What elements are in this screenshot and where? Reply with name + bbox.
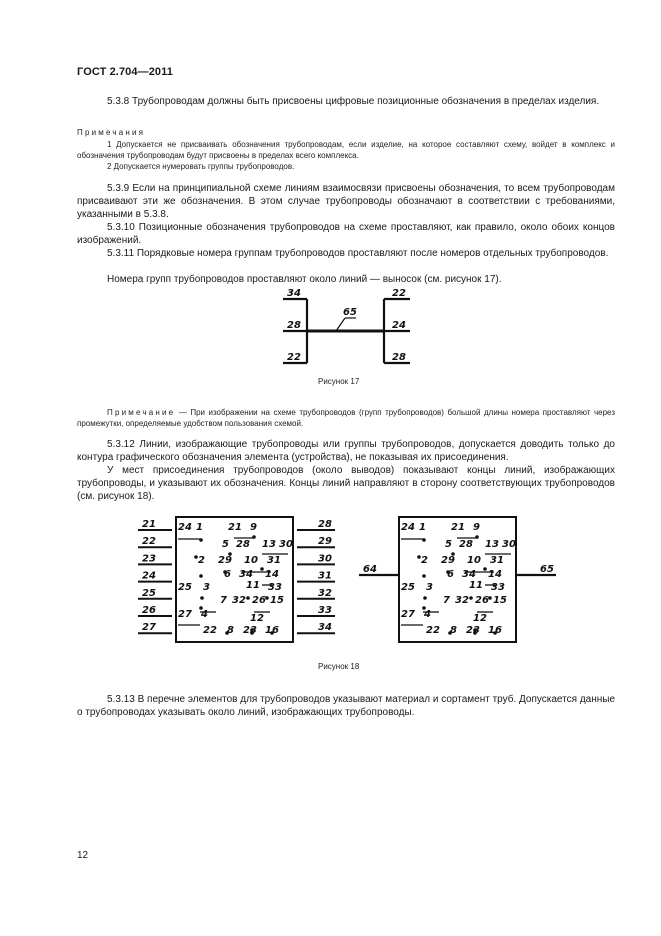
- clause-5-3-8: 5.3.8 Трубопроводам должны быть присвоены цифровые позиционные обозначения в пределах изделия.: [107, 96, 600, 107]
- fig18-right-inner-label: 10: [467, 555, 481, 566]
- fig18-right-inner-label: 16: [488, 625, 502, 636]
- fig18-left-inner-label: 33: [268, 582, 282, 593]
- fig18-left-inner-label: 4: [201, 609, 208, 620]
- fig18-right-line-label: 28: [318, 519, 332, 530]
- fig18-left-inner-label: 15: [270, 595, 284, 606]
- fig17-label-r24: 24: [392, 320, 406, 331]
- page-header: ГОСТ 2.704—2011: [77, 66, 173, 78]
- fig18-right-terminal-dot: [475, 535, 479, 539]
- fig18-left-inner-label: 14: [265, 569, 279, 580]
- fig18-right-inner-label: 24: [401, 522, 415, 533]
- fig18-left-terminal-dot: [252, 535, 256, 539]
- figure-17-caption: Рисунок 17: [318, 377, 360, 386]
- fig18-right-inner-label: 31: [490, 555, 504, 566]
- fig18-right-inner-label: 15: [493, 595, 507, 606]
- fig18-left-inner-label: 11: [246, 580, 260, 591]
- clause-5-3-13: 5.3.13 В перечне элементов для трубопроводов указывают материал и сортамент труб. Допускается данные о трубопроводах указывать около линий, изображающих трубопроводы.: [77, 694, 616, 718]
- fig18-left-terminal-dot: [246, 596, 250, 600]
- fig18-left-inner-label: 9: [250, 522, 257, 533]
- fig18-right-inner-label: 27: [401, 609, 415, 620]
- fig18-left-terminal-dot: [199, 538, 203, 542]
- fig18-left-inner-label: 32: [232, 595, 246, 606]
- fig18-left-inner-label: 29: [218, 555, 232, 566]
- fig18-right-terminal-dot: [422, 574, 426, 578]
- clause-5-3-10: 5.3.10 Позиционные обозначения трубопроводов на схеме проставляют, как правило, около обоих концов изображений.: [77, 222, 615, 246]
- fig18-right-line-label: 33: [318, 605, 332, 616]
- fig18-right-inner-label: 13: [485, 539, 499, 550]
- fig18-right-inner-label: 7: [443, 595, 450, 606]
- fig18-right-inner-label: 2: [421, 555, 428, 566]
- fig18-left-line-label: 22: [142, 536, 156, 548]
- fig18-right-inner-label: 3: [426, 582, 433, 593]
- fig18-left-inner-label: 2: [198, 555, 205, 566]
- fig17-label-22: 22: [287, 352, 301, 363]
- fig18-right-line-label: 34: [318, 622, 332, 634]
- fig18-left-inner-label: 3: [203, 582, 210, 593]
- fig18-left-inner-label: 27: [178, 609, 192, 620]
- note-2: 2 Допускается нумеровать группы трубопроводов.: [107, 162, 295, 171]
- clause-5-3-9: 5.3.9 Если на принципиальной схеме линиям взаимосвязи присвоены обозначения, то всем трубопроводам присваивают эти же обозначения. В этом случае трубопроводы обозначают в соответствии с требованиями, указанными в 5.3.8.: [77, 183, 615, 220]
- fig18-left-line-label: 23: [142, 553, 156, 565]
- fig18-left-line-label: 21: [142, 519, 156, 530]
- fig18-right-inner-label: 34: [462, 569, 476, 580]
- fig18-right-inner-label: 32: [455, 595, 469, 606]
- fig18-right-line-label: 29: [318, 536, 332, 548]
- fig17-label-65: 65: [343, 307, 357, 318]
- notes-title: Примечания: [77, 128, 146, 137]
- fig18-right-terminal-dot: [423, 596, 427, 600]
- fig18-left-inner-label: 25: [178, 582, 192, 593]
- fig17-label-r28: 28: [392, 352, 406, 363]
- clause-5-3-12-b: У мест присоединения трубопроводов (около выводов) показывают концы линий, изображающих трубопроводы, и указывают их обозначения. Концы линий направляют в сторону соответствующих трубопроводов (см. рисунок 18).: [77, 465, 615, 502]
- fig18-right-inner-label: 33: [491, 582, 505, 593]
- fig18-right-inner-label: 12: [473, 613, 487, 624]
- fig18-left-inner-label: 13: [262, 539, 276, 550]
- fig18-left-inner-label: 28: [236, 539, 250, 550]
- fig18-right-inner-label: 9: [473, 522, 480, 533]
- fig18-left-terminal-dot: [199, 574, 203, 578]
- note-1: 1 Допускается не присваивать обозначения трубопроводам, если изделие, на которое составляют схему, войдет в комплекс и обозначения трубопроводам будут присвоены в пределах всего комплекса.: [77, 140, 615, 160]
- fig18-right-inner-label: 4: [424, 609, 431, 620]
- fig18-left-inner-label: 21: [228, 522, 242, 533]
- fig18-right-line-label: 30: [318, 553, 332, 565]
- fig18-left-inner-label: 7: [220, 595, 227, 606]
- fig17-label-r22: 22: [392, 288, 406, 299]
- fig18-right-terminal-dot: [422, 538, 426, 542]
- page-number: 12: [77, 850, 89, 861]
- fig18-right-inner-label: 23: [466, 625, 480, 636]
- fig18-left-inner-label: 12: [250, 613, 264, 624]
- fig18-right-inner-label: 30: [502, 539, 516, 550]
- fig18-left-inner-label: 5: [222, 539, 229, 550]
- fig18-left-inner-label: 10: [244, 555, 258, 566]
- fig18-group-65: 65: [540, 564, 554, 575]
- fig18-group-64: 64: [363, 564, 377, 575]
- fig18-right-inner-label: 28: [459, 539, 473, 550]
- fig18-left-inner-label: 1: [196, 522, 203, 533]
- fig18-right-inner-label: 1: [419, 522, 426, 533]
- fig18-left-inner-label: 22: [203, 625, 217, 636]
- fig18-left-inner-label: 30: [279, 539, 293, 550]
- fig18-left-inner-label: 16: [265, 625, 279, 636]
- fig18-left-line-label: 24: [142, 570, 156, 582]
- fig18-left-inner-label: 31: [267, 555, 281, 566]
- fig18-right-terminal-dot: [483, 567, 487, 571]
- fig18-left-inner-label: 6: [224, 569, 231, 580]
- fig18-right-inner-label: 29: [441, 555, 455, 566]
- fig18-left-terminal-dot: [200, 596, 204, 600]
- fig18-right-inner-label: 26: [475, 595, 489, 606]
- fig18-right-inner-label: 14: [488, 569, 502, 580]
- fig18-right-inner-label: 25: [401, 582, 415, 593]
- fig18-left-inner-label: 24: [178, 522, 192, 533]
- fig18-right-inner-label: 11: [469, 580, 483, 591]
- fig18-right-inner-label: 5: [445, 539, 452, 550]
- fig18-right-inner-label: 8: [450, 625, 457, 636]
- fig18-right-line-label: 31: [318, 570, 332, 582]
- figure-18-caption: Рисунок 18: [318, 662, 360, 671]
- fig18-left-line-label: 26: [142, 605, 156, 616]
- fig18-left-terminal-dot: [260, 567, 264, 571]
- fig17-label-28: 28: [287, 320, 301, 331]
- clause-5-3-11-b: Номера групп трубопроводов проставляют около линий — выносок (см. рисунок 17).: [107, 274, 502, 285]
- fig18-right-line-label: 32: [318, 587, 332, 599]
- fig18-left-line-label: 25: [142, 587, 156, 599]
- fig18-left-line-label: 27: [142, 622, 156, 634]
- fig18-left-inner-label: 8: [227, 625, 234, 636]
- clause-5-3-12: 5.3.12 Линии, изображающие трубопроводы или группы трубопроводов, допускается доводить только до контура графического обозначения элемента (устройства), не показывая их присоединения.: [77, 439, 615, 463]
- fig18-right-terminal-dot: [469, 596, 473, 600]
- note-after-fig17: Примечание — При изображении на схеме трубопроводов (групп трубопроводов) большой длины номера проставляют через промежутки, определяемые удобством пользования схемой.: [77, 408, 615, 428]
- fig18-left-inner-label: 23: [243, 625, 257, 636]
- fig18-left-inner-label: 34: [239, 569, 253, 580]
- fig18-left-inner-label: 26: [252, 595, 266, 606]
- fig18-right-inner-label: 6: [447, 569, 454, 580]
- fig17-label-34: 34: [287, 288, 301, 299]
- fig18-right-inner-label: 21: [451, 522, 465, 533]
- fig18-right-inner-label: 22: [426, 625, 440, 636]
- clause-5-3-11: 5.3.11 Порядковые номера группам трубопроводов проставляют после номеров отдельных трубопроводов.: [107, 248, 609, 259]
